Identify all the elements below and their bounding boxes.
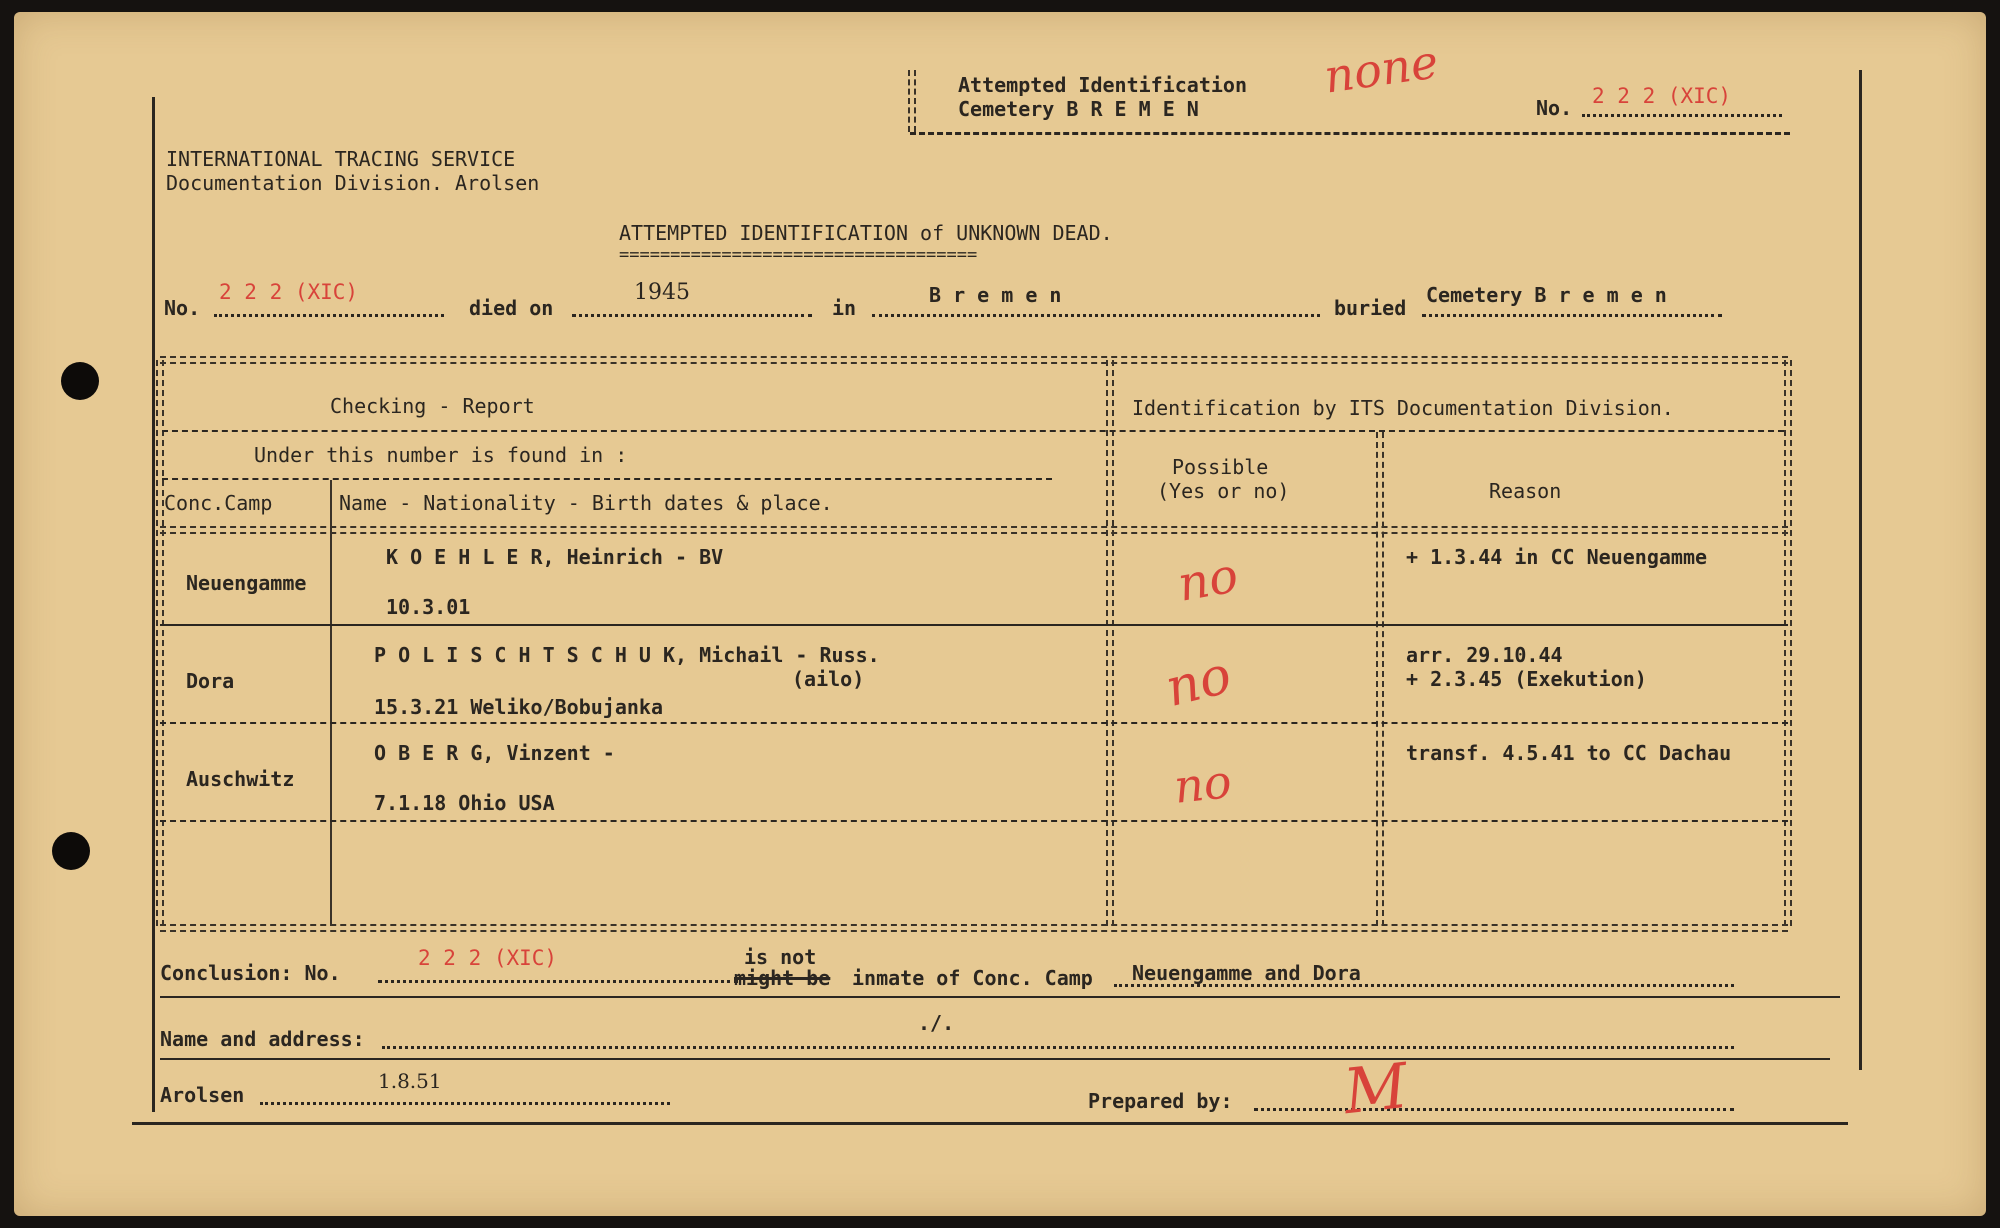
row1-camp: Neuengamme bbox=[186, 571, 307, 595]
conclusion-rule bbox=[160, 996, 1840, 998]
found-in-label: Under this number is found in : bbox=[254, 443, 628, 467]
row2-camp: Dora bbox=[186, 669, 235, 693]
found-in-underline bbox=[162, 478, 1052, 480]
row1-reason: + 1.3.44 in CC Neuengamme bbox=[1406, 545, 1708, 569]
camp-name-divider bbox=[330, 480, 332, 926]
conclusion-no-dots bbox=[378, 980, 738, 983]
punch-hole-bottom bbox=[52, 832, 90, 870]
name-address-label: Name and address: bbox=[160, 1027, 365, 1051]
col-camp-header: Conc.Camp bbox=[164, 491, 273, 515]
row1-possible: no bbox=[1173, 547, 1243, 613]
header-bottom-rule bbox=[160, 526, 1788, 534]
punch-hole-top bbox=[61, 362, 99, 400]
died-on-dots bbox=[572, 314, 812, 317]
identification-card bbox=[14, 12, 1986, 1216]
row3-reason: transf. 4.5.41 to CC Dachau bbox=[1406, 741, 1732, 765]
row1-bottom-rule bbox=[160, 624, 1788, 626]
col-possible-header-1: Possible bbox=[1172, 455, 1269, 479]
conclusion-rest: inmate of Conc. Camp bbox=[852, 966, 1093, 990]
top-box-left-edge bbox=[908, 70, 916, 132]
table-top-rule bbox=[160, 356, 1788, 364]
buried-dots bbox=[1422, 314, 1722, 317]
header-rule bbox=[162, 430, 1784, 432]
name-address-value: ./. bbox=[918, 1011, 955, 1035]
table-mid-divider bbox=[1106, 360, 1114, 926]
top-box-underline bbox=[910, 132, 1790, 135]
table-right-edge bbox=[1784, 360, 1792, 926]
row1-name: K O E H L E R, Heinrich - BV bbox=[386, 545, 724, 569]
identification-header: Identification by ITS Documentation Division. bbox=[1132, 396, 1674, 420]
conclusion-struck: might be bbox=[734, 966, 831, 990]
bottom-border bbox=[132, 1122, 1848, 1125]
row3-camp: Auschwitz bbox=[186, 767, 295, 791]
top-box-no-value: 2 2 2 (XIC) bbox=[1592, 84, 1732, 108]
prepared-by-label: Prepared by: bbox=[1088, 1089, 1233, 1113]
top-box-no-label: No. bbox=[1536, 96, 1573, 120]
org-name: INTERNATIONAL TRACING SERVICE bbox=[166, 147, 516, 171]
in-dots bbox=[872, 314, 1320, 317]
row2-name: P O L I S C H T S C H U K, Michail - Russ. bbox=[374, 643, 880, 667]
name-address-rule bbox=[160, 1058, 1830, 1060]
buried-place: Cemetery B r e m e n bbox=[1426, 283, 1667, 307]
no-dots bbox=[214, 314, 444, 317]
row2-possible: no bbox=[1159, 645, 1238, 719]
col-name-header: Name - Nationality - Birth dates & place. bbox=[339, 491, 833, 515]
conclusion-is-not: is not bbox=[744, 945, 817, 969]
arolsen-dots bbox=[260, 1102, 670, 1105]
buried-label: buried bbox=[1334, 296, 1407, 320]
table-left-edge bbox=[156, 360, 164, 926]
checking-report-header: Checking - Report bbox=[330, 394, 535, 418]
col-reason-header: Reason bbox=[1489, 479, 1562, 503]
row2-reason-1: arr. 29.10.44 bbox=[1406, 643, 1563, 667]
left-border bbox=[152, 97, 155, 1112]
handwritten-none: none bbox=[1320, 34, 1442, 104]
table-bottom-rule bbox=[160, 924, 1788, 932]
no-label: No. bbox=[164, 296, 201, 320]
form-title-underline: =================================== bbox=[619, 245, 978, 265]
division-name: Documentation Division. Arolsen bbox=[166, 171, 540, 195]
right-border bbox=[1859, 70, 1862, 1070]
row2-name-variant: (ailo) bbox=[792, 667, 865, 691]
top-box-title: Attempted Identification bbox=[958, 73, 1247, 97]
top-box-cemetery: Cemetery B R E M E N bbox=[958, 97, 1199, 121]
arolsen-date: 1.8.51 bbox=[378, 1069, 442, 1093]
died-place: B r e m e n bbox=[929, 283, 1062, 307]
possible-reason-divider bbox=[1376, 432, 1384, 926]
in-label: in bbox=[832, 296, 857, 320]
name-address-dots bbox=[382, 1046, 1734, 1049]
arolsen-label: Arolsen bbox=[160, 1083, 245, 1107]
conclusion-no-value: 2 2 2 (XIC) bbox=[418, 946, 558, 970]
row2-reason-2: + 2.3.45 (Exekution) bbox=[1406, 667, 1647, 691]
no-value: 2 2 2 (XIC) bbox=[219, 280, 359, 304]
top-box-no-dots bbox=[1582, 114, 1782, 117]
signature: M bbox=[1340, 1048, 1412, 1129]
row3-name: O B E R G, Vinzent - bbox=[374, 741, 615, 765]
row3-bottom-rule bbox=[160, 820, 1788, 822]
row1-birthdate: 10.3.01 bbox=[386, 595, 471, 619]
row2-bottom-rule bbox=[160, 722, 1788, 724]
row3-possible: no bbox=[1171, 754, 1234, 814]
col-possible-header-2: (Yes or no) bbox=[1157, 479, 1290, 503]
row3-birth: 7.1.18 Ohio USA bbox=[374, 791, 555, 815]
conclusion-label: Conclusion: No. bbox=[160, 961, 341, 985]
prepared-by-dots bbox=[1254, 1108, 1734, 1111]
died-year: 1945 bbox=[634, 280, 690, 305]
died-on-label: died on bbox=[469, 296, 554, 320]
conclusion-camps: Neuengamme and Dora bbox=[1132, 961, 1361, 985]
form-title: ATTEMPTED IDENTIFICATION of UNKNOWN DEAD. bbox=[619, 221, 1113, 245]
row2-birth: 15.3.21 Weliko/Bobujanka bbox=[374, 695, 663, 719]
